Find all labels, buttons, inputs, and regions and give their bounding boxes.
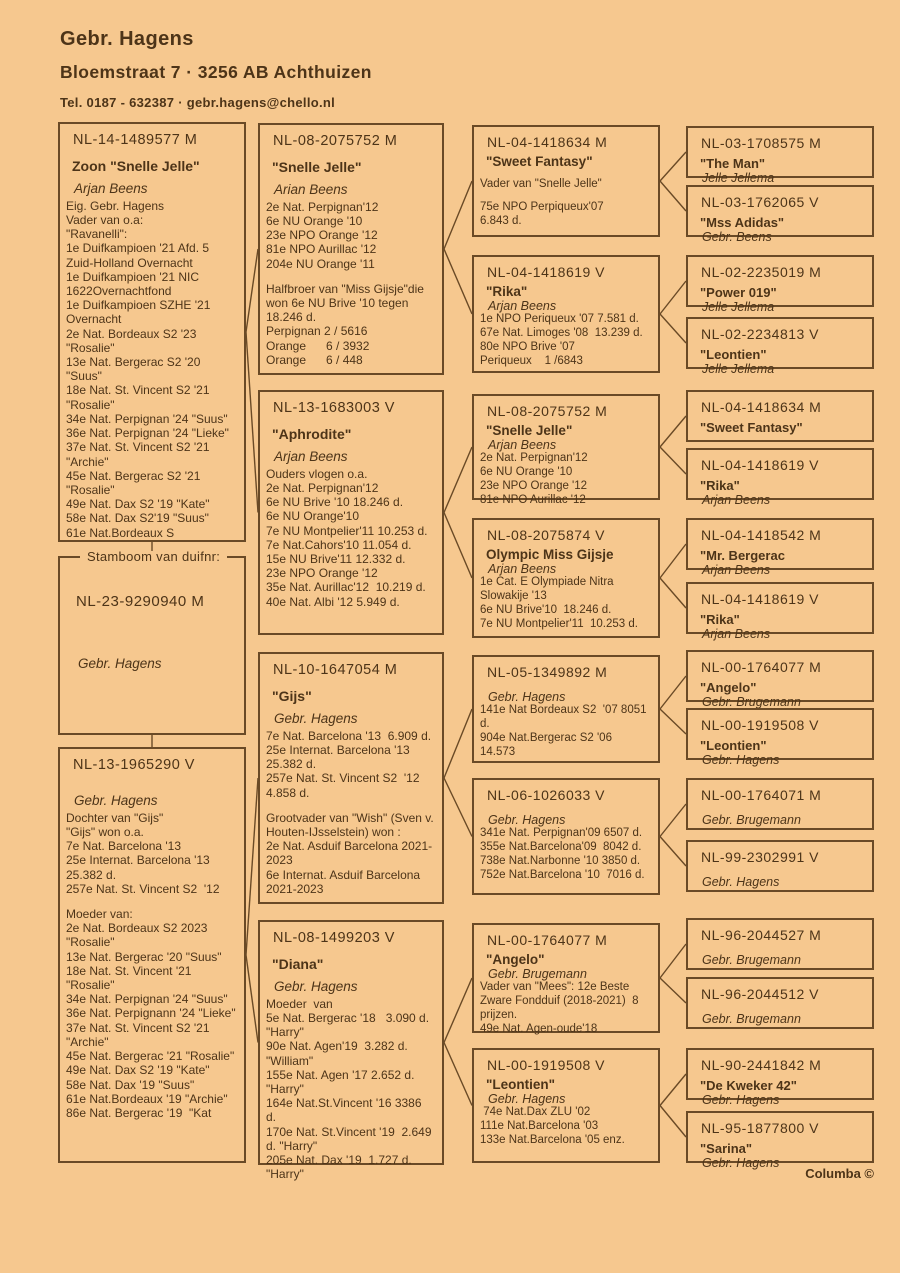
result-line: "Archie"	[66, 454, 109, 469]
ring-number: NL-10-1647054 M	[273, 662, 398, 678]
fancier-name: Gebr. Brugemann	[702, 1012, 801, 1027]
result-line: Perpignan 2 / 5616	[266, 324, 368, 339]
result-line: Periqueux 1 /6843	[480, 354, 583, 367]
ring-number: NL-00-1919508 V	[701, 717, 820, 733]
result-line: 133e Nat.Barcelona '05 enz.	[480, 1133, 625, 1146]
ring-number: NL-13-1965290 V	[73, 757, 195, 773]
spacer	[266, 800, 434, 811]
result-line: 25e Internat. Barcelona '13	[66, 853, 210, 868]
result-line: 45e Nat. Bergerac '21 "Rosalie"	[66, 1049, 235, 1064]
result-line: 35e Nat. Aurillac'12 10.219 d.	[266, 580, 426, 595]
result-line: 170e Nat. St.Vincent '19 2.649	[266, 1124, 432, 1139]
pedigree-box-gen4-4	[686, 317, 874, 377]
fancier-name: Gebr. Brugemann	[702, 953, 801, 968]
pedigree-box-gen3-6	[472, 778, 660, 895]
pedigree-box-gen4-14	[686, 977, 874, 1029]
fancier-name: Gebr. Hagens	[488, 813, 566, 828]
pedigree-box-gen1-2	[58, 747, 246, 1163]
fancier-name: Gebr. Hagens	[488, 1092, 566, 1107]
result-line: 18.246 d.	[266, 310, 317, 325]
ring-number: NL-08-2075752 M	[273, 133, 398, 149]
result-line: 6e NU Orange '10	[480, 465, 573, 478]
spacer	[694, 804, 864, 813]
pigeon-name: "Leontien"	[486, 1077, 556, 1093]
result-line: 6.843 d.	[480, 214, 522, 227]
pigeon-name: "De Kweker 42"	[700, 1078, 797, 1094]
fancier-name: Arjan Beens	[702, 627, 771, 642]
result-line: 7e NU Montpelier'11 10.253 d.	[480, 617, 638, 630]
fancier-name: Gebr. Hagens	[702, 875, 780, 890]
pedigree-box-gen2-3	[258, 652, 444, 904]
result-line: 45e Nat. Bergerac S2 '21	[66, 468, 201, 483]
fancier-name: Gebr. Hagens	[488, 690, 566, 705]
result-line: 61e Nat.Bordeaux S	[66, 525, 175, 540]
pedigree-box-gen4-9	[686, 650, 874, 710]
result-line: 81e NPO Aurillac '12	[480, 493, 586, 506]
result-line: 25.382 d.	[66, 867, 117, 882]
result-line: 7e Nat. Barcelona '13	[66, 839, 182, 854]
pigeon-name: "Leontien"	[700, 347, 767, 363]
result-line: 67e Nat. Limoges '08 13.239 d.	[480, 326, 643, 339]
result-line: 1e Duifkampioen SZHE '21	[66, 298, 211, 313]
result-line: "Rosalie"	[66, 482, 115, 497]
pedigree-box-gen4-5	[686, 390, 874, 442]
pigeon-name: "Sweet Fantasy"	[486, 154, 593, 170]
result-line: 204e NU Orange '11	[266, 256, 375, 271]
result-line: 155e Nat. Agen '17 2.652 d.	[266, 1067, 415, 1082]
pedigree-box-gen4-8	[686, 582, 874, 642]
pedigree-box-gen4-15	[686, 1048, 874, 1108]
ring-number: NL-00-1764077 M	[487, 932, 608, 948]
result-line: 18e Nat. St. Vincent '21	[66, 963, 192, 978]
pedigree-box-gen3-3	[472, 394, 660, 506]
result-line: Moeder van	[266, 996, 333, 1011]
ring-number: NL-00-1919508 V	[487, 1057, 606, 1073]
result-line: 25e Internat. Barcelona '13	[266, 743, 410, 758]
pedigree-box-gen4-12	[686, 840, 874, 892]
fancier-name: Arjan Beens	[488, 562, 557, 577]
result-line: Orange 6 / 3932	[266, 338, 370, 353]
ring-number: NL-90-2441842 M	[701, 1057, 822, 1073]
result-line: 6e NU Brive'10 18.246 d.	[480, 603, 612, 616]
result-line: "William"	[266, 1053, 314, 1068]
pigeon-name: Zoon "Snelle Jelle"	[72, 157, 200, 174]
result-line: 141e Nat Bordeaux S2 '07 8051	[480, 704, 647, 717]
result-line: Vader van "Mees": 12e Beste	[480, 981, 630, 994]
result-line: 2e Nat. Perpignan'12	[266, 199, 379, 214]
result-line: 1e Cat. E Olympiade Nitra	[480, 576, 614, 589]
result-line: 341e Nat. Perpignan'09 6507 d.	[480, 827, 643, 840]
print-credit: Columba ©	[805, 1166, 874, 1181]
result-line: 1e NPO Periqueux '07 7.581 d.	[480, 313, 639, 326]
result-line: won 6e NU Brive '10 tegen	[266, 296, 409, 311]
result-line: 4.858 d.	[266, 785, 310, 800]
result-line: 164e Nat.St.Vincent '16 3386 d.	[266, 1096, 425, 1125]
ring-number: NL-03-1708575 M	[701, 135, 822, 151]
result-line: 257e Nat. St. Vincent S2 '12	[66, 881, 220, 896]
result-line: 2e Nat. Asduif Barcelona 2021-	[266, 839, 433, 854]
pigeon-name: "Leontien"	[700, 738, 767, 754]
ring-number: NL-13-1683003 V	[273, 400, 395, 416]
result-line: 23e NPO Orange '12	[266, 228, 378, 243]
ring-number: NL-03-1762065 V	[701, 194, 820, 210]
result-line: "Gijs" won o.a.	[66, 825, 144, 840]
fancier-name: Arjan Beens	[702, 563, 771, 578]
result-line: 36e Nat. Perpignan '24 "Lieke"	[66, 426, 229, 441]
ring-number: NL-06-1026033 V	[487, 787, 606, 803]
result-line: 81e NPO Aurillac '12	[266, 242, 377, 257]
result-line: "Harry"	[266, 1167, 304, 1182]
pedigree-box-gen2-1	[258, 123, 444, 375]
result-line: 58e Nat. Dax '19 "Suus"	[66, 1077, 195, 1092]
result-line: 2021-2023	[266, 881, 324, 896]
spacer	[694, 944, 864, 953]
result-line: 6e NU Orange '10	[266, 214, 363, 229]
result-line: Overnacht	[66, 312, 122, 327]
fancier-name: Gebr. Brugemann	[702, 695, 801, 710]
ring-number: NL-04-1418619 V	[701, 457, 820, 473]
pigeon-name: "Rika"	[700, 478, 740, 494]
spacer	[694, 866, 864, 875]
result-line: 2e Nat. Bordeaux S2 2023	[66, 921, 208, 936]
result-line: 1e Duifkampioen '21 Afd. 5	[66, 241, 210, 256]
result-line: 6e Internat. Asduif Barcelona	[266, 867, 421, 882]
result-line: Slowakije '13	[480, 589, 547, 602]
result-line: "Harry"	[266, 1025, 304, 1040]
result-line: 34e Nat. Perpignan '24 "Suus"	[66, 411, 228, 426]
pedigree-box-gen4-16	[686, 1111, 874, 1171]
result-line: 13e Nat. Bergerac S2 '20 "Suus"	[66, 355, 204, 384]
subject-box	[58, 549, 246, 735]
pedigree-box-gen4-13	[686, 918, 874, 970]
spacer	[480, 169, 650, 178]
result-line: 1e Duifkampioen '21 NIC	[66, 269, 200, 284]
fancier-name: Gebr. Hagens	[74, 792, 158, 808]
result-line: Moeder van:	[66, 907, 133, 922]
ring-number: NL-00-1764071 M	[701, 787, 822, 803]
address-line: Bloemstraat 7 · 3256 AB Achthuizen	[60, 62, 372, 82]
spacer	[66, 775, 236, 786]
result-line: "Archie"	[66, 1034, 109, 1049]
result-line: 37e Nat. St. Vincent S2 '21	[66, 440, 210, 455]
pigeon-name: "Sweet Fantasy"	[700, 420, 803, 436]
fancier-name: Gebr. Beens	[702, 230, 772, 245]
ring-number: NL-02-2235019 M	[701, 264, 822, 280]
pedigree-box-gen4-2	[686, 185, 874, 245]
pedigree-box-gen4-11	[686, 778, 874, 830]
result-line: 86e Nat. Bergerac '19 "Kat	[66, 1105, 212, 1120]
pedigree-box-gen1-1	[58, 122, 246, 542]
result-line: 15e NU Brive'11 12.332 d.	[266, 552, 406, 567]
ring-number: NL-08-2075752 M	[487, 403, 608, 419]
pigeon-name: "Sarina"	[700, 1141, 753, 1157]
ring-number: NL-05-1349892 M	[487, 664, 608, 680]
pedigree-box-gen3-7	[472, 923, 660, 1033]
fancier-name: Arjan Beens	[74, 180, 148, 196]
result-line: 90e Nat. Agen'19 3.282 d.	[266, 1039, 408, 1054]
result-line: Ouders vlogen o.a.	[266, 466, 368, 481]
result-line: "Harry"	[266, 1082, 304, 1097]
result-line: 75e NPO Perpiqueux'07	[480, 200, 604, 213]
ring-number: NL-14-1489577 M	[73, 132, 198, 148]
ring-number: NL-08-1499203 V	[273, 930, 395, 946]
result-line: 355e Nat.Barcelona'09 8042 d.	[480, 840, 642, 853]
pedigree-box-gen2-2	[258, 390, 444, 635]
ring-number: NL-04-1418619 V	[701, 591, 820, 607]
pigeon-name: "Snelle Jelle"	[272, 158, 362, 175]
result-line: 2e Nat. Bordeaux S2 '23	[66, 326, 197, 341]
pigeon-name: "Power 019"	[700, 285, 777, 301]
subject-fancier-name: Gebr. Hagens	[78, 655, 162, 671]
result-line: Zware Fondduif (2018-2021) 8	[480, 994, 639, 1007]
ring-number: NL-96-2044512 V	[701, 986, 820, 1002]
result-line: 111e Nat.Barcelona '03	[480, 1119, 599, 1132]
pigeon-name: "The Man"	[700, 156, 766, 172]
result-line: 23e NPO Orange '12	[480, 479, 588, 492]
pigeon-name: "Mss Adidas"	[700, 215, 785, 231]
fancier-name: Gebr. Hagens	[702, 1156, 780, 1171]
result-line: 34e Nat. Perpignan '24 "Suus"	[66, 992, 228, 1007]
result-line: 80e NPO Brive '07	[480, 340, 575, 353]
result-line: "Rosalie"	[66, 397, 115, 412]
pedigree-box-gen3-8	[472, 1048, 660, 1163]
result-line: "Rosalie"	[66, 340, 115, 355]
ring-number: NL-99-2302991 V	[701, 849, 820, 865]
pedigree-box-gen3-1	[472, 125, 660, 237]
result-line: 13e Nat. Bergerac '20 "Suus"	[66, 949, 222, 964]
result-line: 18e Nat. St. Vincent S2 '21	[66, 383, 210, 398]
spacer	[266, 271, 434, 282]
result-line: 6e NU Orange'10	[266, 509, 360, 524]
fancier-name: Arjan Beens	[274, 448, 348, 464]
result-line: 205e Nat. Dax '19 1.727 d.	[266, 1153, 412, 1168]
result-line: Orange 6 / 448	[266, 352, 363, 367]
result-line: Halfbroer van "Miss Gijsje"die	[266, 281, 424, 296]
pigeon-name: Olympic Miss Gijsje	[486, 547, 614, 563]
result-line: 5e Nat. Bergerac '18 3.090 d.	[266, 1011, 430, 1026]
result-line: 58e Nat. Dax S2'19 "Suus"	[66, 511, 209, 526]
fancier-name: Arian Beens	[274, 181, 348, 197]
ring-number: NL-08-2075874 V	[487, 527, 606, 543]
result-line: 752e Nat.Barcelona '10 7016 d.	[480, 868, 645, 881]
pedigree-box-gen3-2	[472, 255, 660, 373]
pigeon-name: "Rika"	[486, 284, 528, 300]
ring-number: NL-04-1418619 V	[487, 264, 606, 280]
pedigree-box-gen4-1	[686, 126, 874, 186]
result-line: 49e Nat. Dax S2 '19 "Kate"	[66, 1063, 210, 1078]
pigeon-name: "Aphrodite"	[272, 425, 352, 442]
result-line: Vader van o.a:	[66, 213, 144, 228]
pedigree-box-gen3-5	[472, 655, 660, 763]
pedigree-box-gen4-7	[686, 518, 874, 578]
result-line: Grootvader van "Wish" (Sven v.	[266, 810, 434, 825]
result-line: prijzen.	[480, 1008, 518, 1021]
pigeon-name: "Snelle Jelle"	[486, 423, 573, 439]
fancier-name: Gebr. Hagens	[702, 753, 780, 768]
pigeon-name: "Mr. Bergerac	[700, 548, 785, 564]
result-line: Eig. Gebr. Hagens	[66, 198, 165, 213]
result-line: 49e Nat. Dax S2 '19 "Kate"	[66, 497, 210, 512]
result-line: 7e NU Montpelier'11 10.253 d.	[266, 523, 428, 538]
result-line: 904e Nat.Bergerac S2 '06	[480, 731, 612, 744]
ring-number: NL-04-1418542 M	[701, 527, 822, 543]
contact-line: Tel. 0187 - 632387 · gebr.hagens@chello.nl	[60, 95, 336, 110]
pigeon-name: "Angelo"	[700, 680, 757, 696]
result-line: 1622Overnachtfond	[66, 284, 172, 299]
spacer	[480, 804, 650, 813]
spacer	[694, 1003, 864, 1012]
ring-number: NL-02-2234813 V	[701, 326, 820, 342]
fancier-name: Gebr. Brugemann	[702, 813, 801, 828]
result-line: "Rosalie"	[66, 978, 115, 993]
pigeon-name: "Gijs"	[272, 687, 312, 704]
pigeon-name: "Diana"	[272, 955, 324, 972]
ring-number: NL-00-1764077 M	[701, 659, 822, 675]
result-line: 74e Nat.Dax ZLU '02	[480, 1106, 591, 1119]
result-line: 25.382 d.	[266, 757, 317, 772]
result-line: "Rosalie"	[66, 935, 115, 950]
spacer	[480, 681, 650, 690]
result-line: 257e Nat. St. Vincent S2 '12	[266, 771, 420, 786]
pigeon-name: "Angelo"	[486, 952, 545, 968]
pedigree-box-gen4-6	[686, 448, 874, 508]
spacer	[66, 896, 236, 907]
result-line: d.	[480, 717, 490, 730]
fancier-name: Gebr. Hagens	[702, 1093, 780, 1108]
fancier-name: Arjan Beens	[702, 493, 771, 508]
result-line: Vader van "Snelle Jelle"	[480, 178, 602, 191]
result-line: 7e Nat.Cahors'10 11.054 d.	[266, 537, 412, 552]
fancier-name: Gebr. Hagens	[274, 710, 358, 726]
result-line: 738e Nat.Narbonne '10 3850 d.	[480, 854, 641, 867]
result-line: 2e Nat. Perpignan'12	[266, 481, 379, 496]
result-line: Zuid-Holland Overnacht	[66, 255, 193, 270]
result-line: 40e Nat. Albi '12 5.949 d.	[266, 594, 400, 609]
fancier-name: Jelle Jellema	[702, 300, 775, 315]
fancier-name: Jelle Jellema	[702, 171, 775, 186]
result-line: 6e NU Brive '10 18.246 d.	[266, 495, 404, 510]
fancier-name: Gebr. Hagens	[274, 978, 358, 994]
ring-number: NL-95-1877800 V	[701, 1120, 820, 1136]
ring-number: NL-96-2044527 M	[701, 927, 822, 943]
pedigree-box-gen3-4	[472, 518, 660, 638]
result-line: d. "Harry"	[266, 1138, 318, 1153]
fancier-name: Jelle Jellema	[702, 362, 775, 377]
result-line: 36e Nat. Perpignann '24 "Lieke"	[66, 1006, 236, 1021]
result-line: 37e Nat. St. Vincent S2 '21	[66, 1020, 210, 1035]
pedigree-box-gen2-4	[258, 920, 444, 1182]
result-line: 23e NPO Orange '12	[266, 566, 378, 581]
result-line: 61e Nat.Bordeaux '19 "Archie"	[66, 1091, 228, 1106]
fancier-name: Gebr. Brugemann	[488, 967, 587, 982]
result-line: "Ravanelli":	[66, 227, 128, 242]
result-line: 2e Nat. Perpignan'12	[480, 452, 588, 465]
spacer	[480, 192, 650, 201]
result-line: 2023	[266, 853, 293, 868]
result-line: 14.573	[480, 745, 516, 758]
ring-number: NL-04-1418634 M	[487, 134, 608, 150]
ring-number: NL-04-1418634 M	[701, 399, 822, 415]
subject-ring-number: NL-23-9290940 M	[76, 593, 205, 610]
fancier-name: Arjan Beens	[488, 299, 557, 314]
result-line: 7e Nat. Barcelona '13 6.909 d.	[266, 728, 432, 743]
subject-legend: Stamboom van duifnr:	[87, 549, 221, 564]
result-line: Houten-IJsselstein) won :	[266, 825, 401, 840]
pedigree-box-gen4-10	[686, 708, 874, 768]
result-line: Dochter van "Gijs"	[66, 810, 164, 825]
pigeon-name: "Rika"	[700, 612, 740, 628]
owner-name: Gebr. Hagens	[60, 28, 194, 50]
fancier-name: Arjan Beens	[488, 438, 557, 453]
pedigree-box-gen4-3	[686, 255, 874, 315]
result-line: 49e Nat. Agen-oude'18	[480, 1022, 598, 1035]
